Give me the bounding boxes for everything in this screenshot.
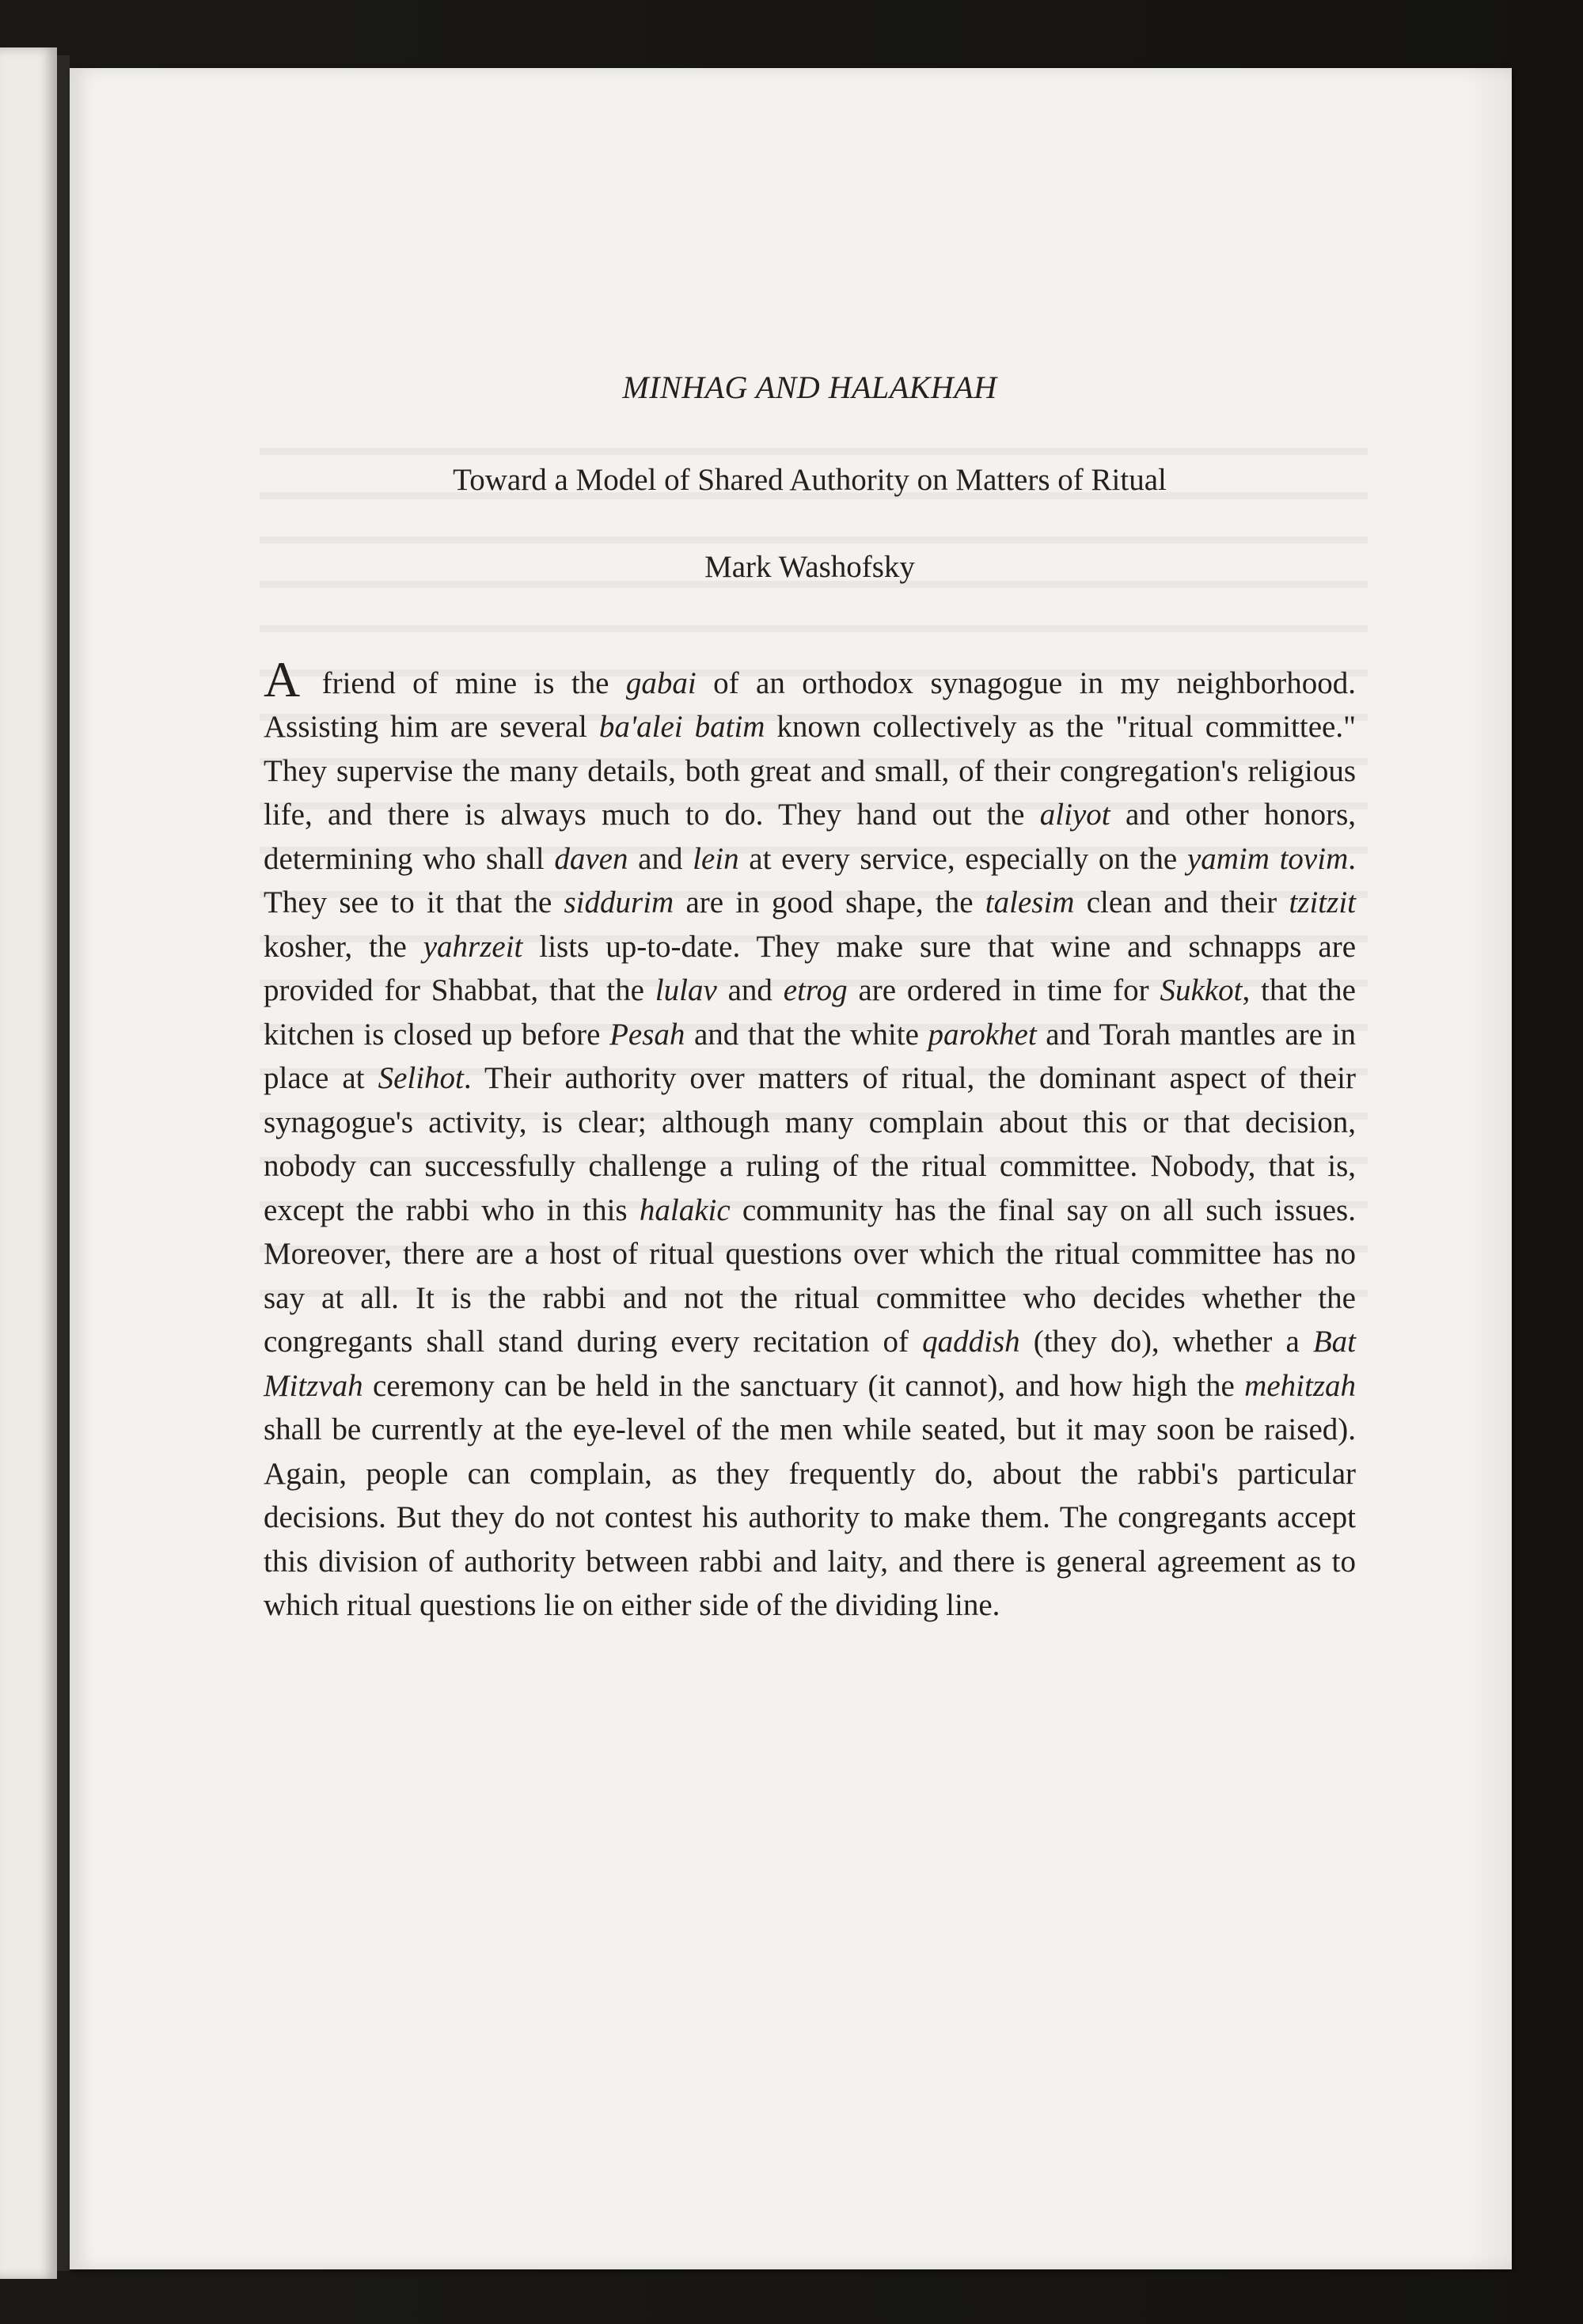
author-name: Mark Washofsky (704, 549, 915, 584)
article-subtitle: Toward a Model of Shared Authority on Matters of Ritual (453, 463, 1167, 497)
drop-cap: A (264, 650, 301, 707)
series-title: MINHAG AND HALAKHAH (622, 370, 997, 405)
book-gutter (57, 55, 70, 2271)
previous-page-edge (0, 47, 57, 2279)
page-edge-shade (1464, 68, 1512, 2269)
page-content (264, 369, 1356, 1628)
book-page (70, 68, 1512, 2269)
body-paragraph: A friend of mine is the gabai of an orthodox synagogue in my neighborhood. Assisting him are several ba'alei batim known collectively as the "ritual committee." They supervise the many details, both great and small, of their congregation's religious life, and there is always much to do. They hand out the aliyot and other honors, determining who shall daven and lein at every service, especially on the yamim tovim. They see to it that the siddurim are in good shape, the talesim clean and their tzitzit kosher, the yahrzeit lists up-to-date. They make sure that wine and schnapps are provided for Shabbat, that the lulav and etrog are ordered in time for Sukkot, that the kitchen is closed up before Pesah and that the white parokhet and Torah mantles are in place at Selihot. Their authority over matters of ritual, the dominant aspect of their synagogue's activity, is clear; although many complain about this or that decision, nobody can successfully challenge a ruling of the ritual committee. Nobody, that is, except the rabbi who in this halakic community has the final say on all such issues. Moreover, there are a host of ritual questions over which the ritual committee has no say at all. It is the rabbi and not the ritual committee who decides whether the congregants shall stand during every recitation of qaddish (they do), whether a Bat Mitzvah ceremony can be held in the sanctuary (it cannot), and how high the mehitzah shall be currently at the eye-level of the men while seated, but it may soon be raised). Again, people can complain, as they frequently do, about the rabbi's particular decisions. But they do not contest his authority to make them. The congregants accept this division of authority between rabbi and laity, and there is general agreement as to which ritual questions lie on either side of the dividing line. (264, 650, 1356, 1623)
